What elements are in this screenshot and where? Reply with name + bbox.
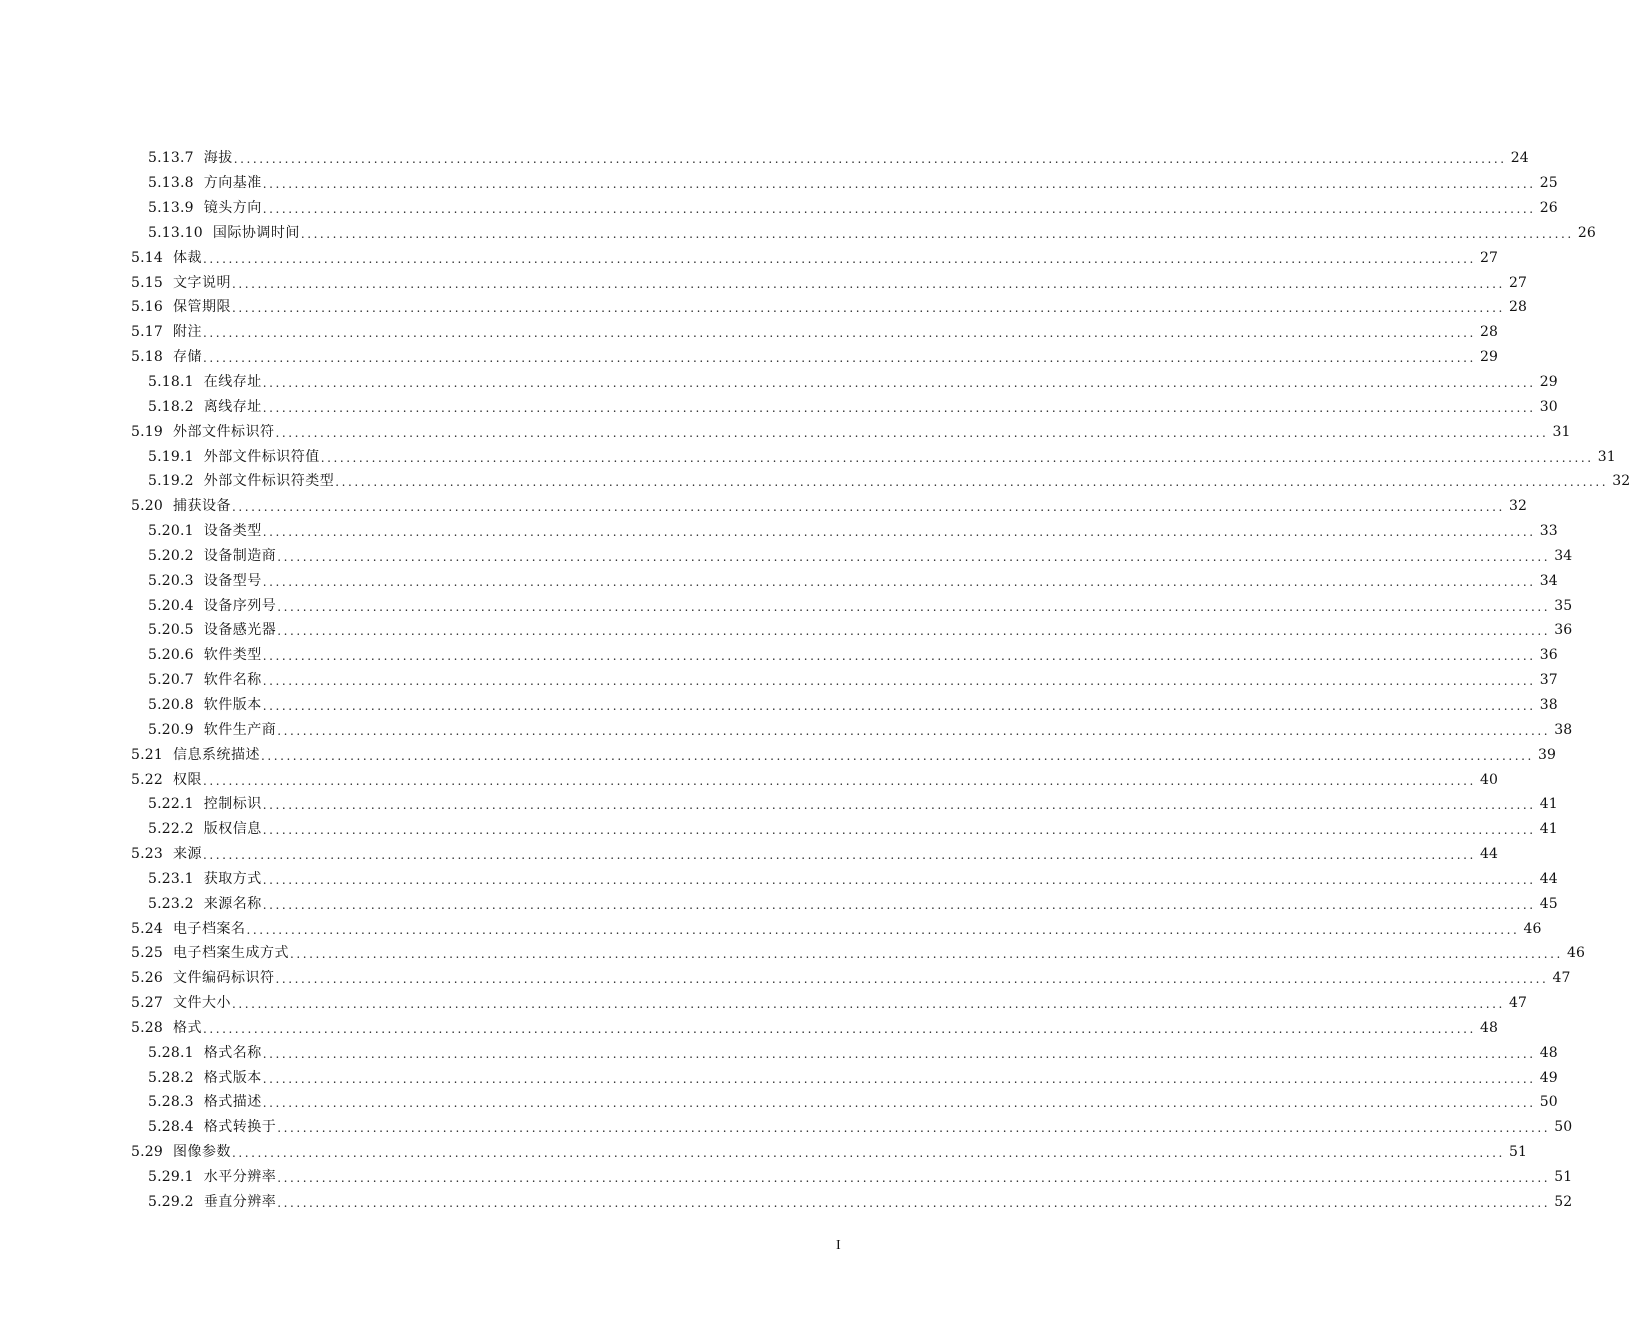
toc-entry-page: 25	[1539, 175, 1558, 192]
toc-entry-title: 设备制造商	[203, 547, 277, 564]
toc-entry-page: 46	[1567, 945, 1585, 962]
toc-entry[interactable]	[0, 792, 1558, 817]
toc-entry-number: 5.28.3	[148, 1094, 194, 1111]
toc-entry-page: 45	[1539, 895, 1558, 912]
dot-leader: ........................................................................................................................................................................................................	[202, 1021, 1476, 1036]
toc-entry-number: 5.20.6	[148, 647, 194, 664]
toc-entry-number: 5.18	[131, 349, 163, 366]
toc-entry[interactable]	[0, 544, 1573, 569]
toc-entry[interactable]	[0, 494, 1527, 519]
toc-entry-title: 来源名称	[203, 895, 262, 912]
toc-entry-page: 41	[1539, 796, 1558, 813]
toc-entry-page: 29	[1480, 349, 1498, 366]
dot-leader: ........................................................................................................................................................................................................	[262, 798, 1536, 813]
toc-entry-title: 软件名称	[203, 672, 262, 689]
toc-entry-number: 5.22	[131, 771, 163, 788]
toc-entry-title: 文件编码标识符	[172, 970, 275, 987]
toc-entry-page: 38	[1539, 696, 1558, 713]
toc-entry-page: 38	[1554, 721, 1573, 738]
dot-leader: ........................................................................................................................................................................................................	[262, 202, 1536, 217]
toc-entry[interactable]	[0, 991, 1527, 1016]
page-number: I	[836, 1238, 841, 1253]
toc-entry[interactable]	[0, 916, 1542, 941]
toc-entry[interactable]	[0, 419, 1571, 444]
toc-entry-title: 电子档案生成方式	[172, 945, 289, 962]
toc-entry-title: 附注	[172, 324, 202, 341]
toc-entry-page: 28	[1480, 324, 1498, 341]
toc-entry-number: 5.23.1	[148, 870, 194, 887]
toc-entry-number: 5.23	[131, 846, 163, 863]
toc-entry-page: 32	[1509, 498, 1527, 515]
toc-entry[interactable]	[0, 742, 1556, 767]
toc-entry[interactable]	[0, 941, 1585, 966]
dot-leader: ........................................................................................................................................................................................................	[262, 1046, 1536, 1061]
dot-leader: ........................................................................................................................................................................................................	[262, 872, 1536, 887]
dot-leader: ........................................................................................................................................................................................................	[202, 251, 1476, 266]
dot-leader: ........................................................................................................................................................................................................	[277, 723, 1551, 738]
dot-leader: ........................................................................................................................................................................................................	[231, 500, 1505, 515]
toc-entry[interactable]	[0, 643, 1558, 668]
toc-entry-number: 5.18.1	[148, 374, 194, 391]
dot-leader: ........................................................................................................................................................................................................	[262, 698, 1536, 713]
toc-entry-title: 版权信息	[203, 821, 262, 838]
dot-leader: ........................................................................................................................................................................................................	[246, 922, 1520, 937]
dot-leader: ........................................................................................................................................................................................................	[275, 972, 1549, 987]
toc-entry-title: 格式转换于	[203, 1119, 277, 1136]
toc-entry-number: 5.29.1	[148, 1169, 194, 1186]
toc-entry-number: 5.20.9	[148, 721, 194, 738]
toc-entry-title: 设备感光器	[203, 622, 277, 639]
toc-entry-title: 存储	[172, 349, 202, 366]
toc-entry[interactable]	[0, 866, 1558, 891]
toc-entry[interactable]	[0, 1090, 1558, 1115]
toc-entry-number: 5.20.8	[148, 696, 194, 713]
dot-leader: ........................................................................................................................................................................................................	[202, 351, 1476, 366]
toc-entry-number: 5.27	[131, 995, 163, 1012]
toc-entry[interactable]	[0, 146, 1529, 171]
toc-entry-title: 软件生产商	[203, 721, 277, 738]
toc-entry-title: 来源	[172, 846, 202, 863]
toc-entry-page: 51	[1509, 1144, 1527, 1161]
toc-entry-number: 5.22.2	[148, 821, 194, 838]
toc-entry-number: 5.19.2	[148, 473, 194, 490]
toc-entry-number: 5.13.9	[148, 200, 194, 217]
toc-entry-title: 镜头方向	[203, 200, 262, 217]
toc-entry-page: 49	[1539, 1069, 1558, 1086]
toc-entry[interactable]	[0, 394, 1558, 419]
toc-entry[interactable]	[0, 668, 1558, 693]
toc-entry-page: 44	[1480, 846, 1498, 863]
dot-leader: ........................................................................................................................................................................................................	[260, 748, 1534, 763]
dot-leader: ........................................................................................................................................................................................................	[262, 574, 1536, 589]
toc-entry-title: 软件类型	[203, 647, 262, 664]
toc-entry-number: 5.20.7	[148, 672, 194, 689]
dot-leader: ........................................................................................................................................................................................................	[277, 624, 1551, 639]
dot-leader: ........................................................................................................................................................................................................	[277, 599, 1551, 614]
toc-entry-page: 33	[1539, 523, 1558, 540]
toc-entry-number: 5.29.2	[148, 1193, 194, 1210]
toc-entry-page: 36	[1539, 647, 1558, 664]
toc-entry-page: 47	[1552, 970, 1571, 987]
dot-leader: ........................................................................................................................................................................................................	[300, 226, 1574, 241]
dot-leader: ........................................................................................................................................................................................................	[262, 823, 1536, 838]
dot-leader: ........................................................................................................................................................................................................	[262, 376, 1536, 391]
dot-leader: ........................................................................................................................................................................................................	[262, 1096, 1536, 1111]
dot-leader: ........................................................................................................................................................................................................	[262, 177, 1536, 192]
toc-entry-number: 5.13.7	[148, 150, 194, 167]
dot-leader: ........................................................................................................................................................................................................	[277, 1195, 1551, 1210]
toc-entry-number: 5.25	[131, 945, 163, 962]
toc-entry-page: 29	[1539, 374, 1558, 391]
toc-entry-page: 34	[1554, 547, 1573, 564]
dot-leader: ........................................................................................................................................................................................................	[262, 649, 1536, 664]
toc-entry-number: 5.22.1	[148, 796, 194, 813]
toc-entry-page: 32	[1612, 473, 1630, 490]
toc-entry-page: 50	[1539, 1094, 1558, 1111]
toc-entry[interactable]	[0, 245, 1498, 270]
dot-leader: ........................................................................................................................................................................................................	[202, 773, 1476, 788]
toc-entry-title: 外部文件标识符	[172, 423, 275, 440]
toc-entry-page: 48	[1480, 1019, 1498, 1036]
toc-entry-title: 方向基准	[203, 175, 262, 192]
toc-entry-number: 5.17	[131, 324, 163, 341]
toc-entry[interactable]	[0, 171, 1558, 196]
toc-entry-page: 27	[1480, 249, 1498, 266]
dot-leader: ........................................................................................................................................................................................................	[262, 674, 1536, 689]
toc-entry[interactable]	[0, 1016, 1498, 1041]
toc-entry-title: 格式名称	[203, 1044, 262, 1061]
toc-entry[interactable]	[0, 568, 1558, 593]
dot-leader: ........................................................................................................................................................................................................	[275, 425, 1549, 440]
toc-entry[interactable]	[0, 593, 1573, 618]
toc-entry[interactable]	[0, 196, 1558, 221]
toc-entry-number: 5.14	[131, 249, 163, 266]
dot-leader: ........................................................................................................................................................................................................	[320, 450, 1594, 465]
toc-entry[interactable]	[0, 618, 1573, 643]
toc-entry-number: 5.28	[131, 1019, 163, 1036]
toc-entry[interactable]	[0, 320, 1498, 345]
toc-entry-page: 26	[1577, 224, 1596, 241]
toc-entry[interactable]	[0, 1189, 1573, 1214]
toc-entry-title: 体裁	[172, 249, 202, 266]
toc-entry-title: 设备序列号	[203, 597, 277, 614]
table-of-contents	[0, 146, 1630, 1214]
toc-entry[interactable]	[0, 370, 1558, 395]
toc-entry-title: 设备型号	[203, 572, 262, 589]
toc-entry[interactable]	[0, 817, 1558, 842]
toc-entry-title: 信息系统描述	[172, 746, 260, 763]
toc-entry-page: 47	[1509, 995, 1527, 1012]
toc-entry-number: 5.28.2	[148, 1069, 194, 1086]
toc-entry-title: 格式描述	[203, 1094, 262, 1111]
toc-entry-number: 5.16	[131, 299, 163, 316]
toc-entry-title: 权限	[172, 771, 202, 788]
toc-entry-page: 34	[1539, 572, 1558, 589]
toc-entry-number: 5.29	[131, 1144, 163, 1161]
toc-entry-page: 40	[1480, 771, 1498, 788]
toc-entry-title: 离线存址	[203, 398, 262, 415]
dot-leader: ........................................................................................................................................................................................................	[202, 848, 1476, 863]
toc-entry[interactable]	[0, 842, 1498, 867]
toc-entry-title: 捕获设备	[172, 498, 231, 515]
toc-entry-page: 37	[1539, 672, 1558, 689]
toc-entry-page: 36	[1554, 622, 1573, 639]
toc-entry-number: 5.20.3	[148, 572, 194, 589]
toc-entry-title: 软件版本	[203, 696, 262, 713]
toc-entry-page: 46	[1523, 920, 1542, 937]
dot-leader: ........................................................................................................................................................................................................	[202, 326, 1476, 341]
dot-leader: ........................................................................................................................................................................................................	[262, 400, 1536, 415]
toc-entry[interactable]	[0, 295, 1527, 320]
dot-leader: ........................................................................................................................................................................................................	[262, 897, 1536, 912]
toc-entry-number: 5.15	[131, 274, 163, 291]
toc-entry-page: 51	[1554, 1169, 1573, 1186]
toc-entry-title: 格式版本	[203, 1069, 262, 1086]
toc-entry-title: 海拔	[203, 150, 233, 167]
toc-entry-page: 41	[1539, 821, 1558, 838]
toc-entry-number: 5.20.2	[148, 547, 194, 564]
toc-entry-title: 外部文件标识符值	[203, 448, 320, 465]
toc-entry-page: 48	[1539, 1044, 1558, 1061]
toc-entry[interactable]	[0, 1165, 1573, 1190]
toc-entry-title: 图像参数	[172, 1144, 231, 1161]
toc-entry-page: 30	[1539, 398, 1558, 415]
toc-entry-title: 文字说明	[172, 274, 231, 291]
toc-entry-title: 在线存址	[203, 374, 262, 391]
toc-entry-number: 5.28.4	[148, 1119, 194, 1136]
toc-entry-title: 格式	[172, 1019, 202, 1036]
toc-entry-number: 5.20.4	[148, 597, 194, 614]
toc-entry[interactable]	[0, 966, 1571, 991]
toc-entry-number: 5.21	[131, 746, 163, 763]
dot-leader: ........................................................................................................................................................................................................	[231, 276, 1505, 291]
dot-leader: ........................................................................................................................................................................................................	[231, 997, 1505, 1012]
toc-entry-page: 31	[1597, 448, 1616, 465]
dot-leader: ........................................................................................................................................................................................................	[289, 947, 1563, 962]
toc-entry-page: 52	[1554, 1193, 1573, 1210]
dot-leader: ........................................................................................................................................................................................................	[262, 1071, 1536, 1086]
toc-entry[interactable]	[0, 717, 1573, 742]
toc-entry-page: 35	[1554, 597, 1573, 614]
dot-leader: ........................................................................................................................................................................................................	[231, 1146, 1505, 1161]
toc-entry[interactable]	[0, 1115, 1573, 1140]
dot-leader: ........................................................................................................................................................................................................	[277, 1121, 1551, 1136]
dot-leader: ........................................................................................................................................................................................................	[231, 301, 1505, 316]
toc-entry-title: 设备类型	[203, 523, 262, 540]
toc-entry-number: 5.23.2	[148, 895, 194, 912]
toc-entry[interactable]	[0, 270, 1527, 295]
toc-entry-page: 24	[1510, 150, 1529, 167]
toc-entry-page: 27	[1509, 274, 1527, 291]
toc-entry[interactable]	[0, 345, 1498, 370]
toc-entry-number: 5.19.1	[148, 448, 194, 465]
toc-entry-number: 5.20.5	[148, 622, 194, 639]
toc-entry-title: 国际协调时间	[212, 224, 300, 241]
dot-leader: ........................................................................................................................................................................................................	[335, 475, 1609, 490]
toc-entry-title: 水平分辨率	[203, 1169, 277, 1186]
toc-entry-number: 5.20.1	[148, 523, 194, 540]
toc-entry[interactable]	[0, 221, 1596, 246]
toc-entry-number: 5.18.2	[148, 398, 194, 415]
dot-leader: ........................................................................................................................................................................................................	[233, 152, 1507, 167]
toc-entry-title: 获取方式	[203, 870, 262, 887]
toc-entry[interactable]	[0, 1140, 1527, 1165]
toc-entry[interactable]	[0, 1065, 1558, 1090]
toc-entry-page: 28	[1509, 299, 1527, 316]
toc-entry-title: 控制标识	[203, 796, 262, 813]
toc-entry[interactable]	[0, 469, 1630, 494]
toc-entry-number: 5.13.10	[148, 224, 203, 241]
toc-entry-number: 5.20	[131, 498, 163, 515]
dot-leader: ........................................................................................................................................................................................................	[262, 525, 1536, 540]
toc-entry-page: 39	[1538, 746, 1556, 763]
toc-entry-number: 5.19	[131, 423, 163, 440]
toc-entry[interactable]	[0, 891, 1558, 916]
toc-entry-page: 44	[1539, 870, 1558, 887]
toc-entry-title: 外部文件标识符类型	[203, 473, 335, 490]
toc-entry-page: 26	[1539, 200, 1558, 217]
toc-entry[interactable]	[0, 767, 1498, 792]
toc-entry-number: 5.13.8	[148, 175, 194, 192]
toc-entry-title: 保管期限	[172, 299, 231, 316]
toc-entry-page: 31	[1552, 423, 1571, 440]
toc-entry-number: 5.24	[131, 920, 163, 937]
toc-entry-number: 5.26	[131, 970, 163, 987]
toc-entry-number: 5.28.1	[148, 1044, 194, 1061]
toc-entry-title: 电子档案名	[172, 920, 246, 937]
toc-entry[interactable]	[0, 1040, 1558, 1065]
dot-leader: ........................................................................................................................................................................................................	[277, 549, 1551, 564]
toc-entry-title: 垂直分辨率	[203, 1193, 277, 1210]
toc-entry-page: 50	[1554, 1119, 1573, 1136]
toc-entry[interactable]	[0, 444, 1616, 469]
dot-leader: ........................................................................................................................................................................................................	[277, 1171, 1551, 1186]
toc-entry[interactable]	[0, 519, 1558, 544]
toc-entry[interactable]	[0, 693, 1558, 718]
toc-entry-title: 文件大小	[172, 995, 231, 1012]
